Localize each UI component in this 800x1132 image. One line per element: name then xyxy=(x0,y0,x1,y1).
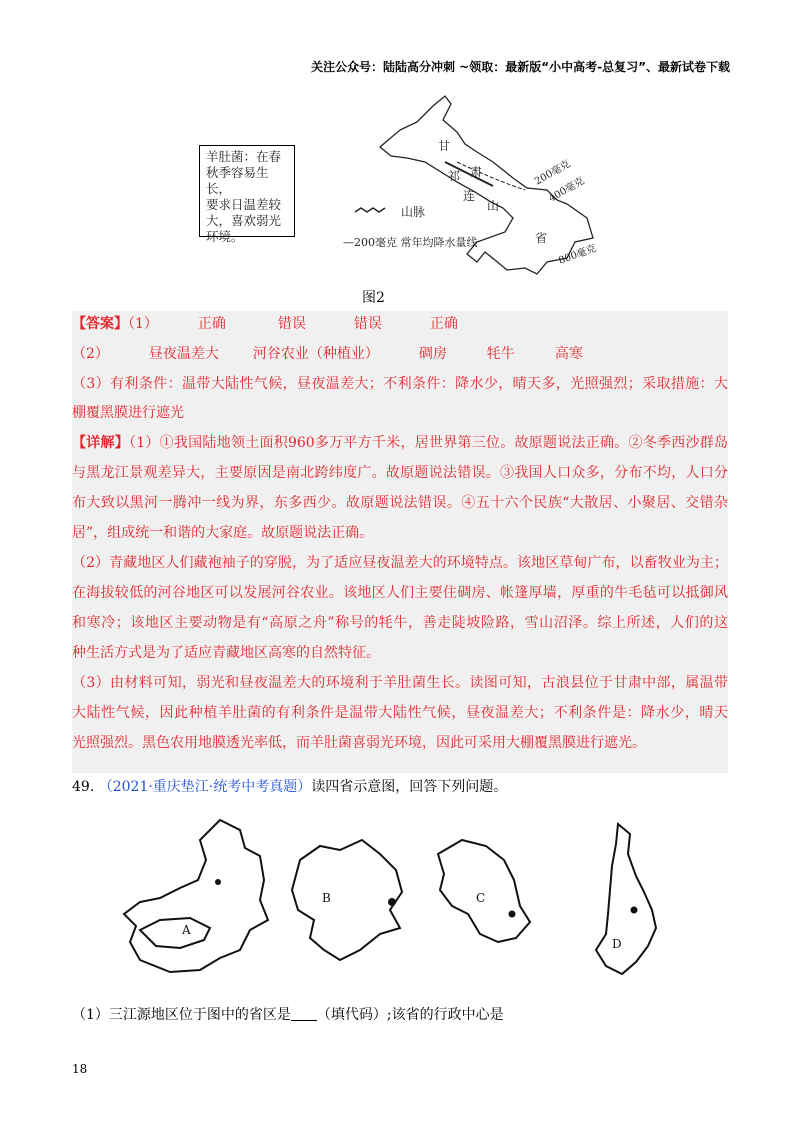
answer-1-num: （1） xyxy=(128,316,158,332)
map-label-iso200: 200毫克 xyxy=(533,158,573,188)
detail-p3-line: 大陆性气候，因此种植羊肚菌的有利条件是温带大陆性气候，昼夜温差大；不利条件是：降水少，晴天 xyxy=(72,705,728,721)
question-49-sub1 xyxy=(72,1004,504,1024)
textbox-line: 要求日温差较 xyxy=(206,197,282,212)
map-label-gan: 甘 xyxy=(438,139,451,153)
figure2-caption: 图2 xyxy=(362,290,385,306)
map-label-a: A xyxy=(182,923,191,937)
detail-p1-line: 居”，组成统一和谐的大家庭。故原题说法正确。 xyxy=(72,525,374,541)
detail-p2-line: 在海拔较低的河谷地区可以发展河谷农业。该地区人们主要住碉房、帐篷厚墙，厚重的牛毛毡可以抵御风 xyxy=(72,585,728,601)
province-map-b xyxy=(292,840,402,960)
detail-p1-line: （1）①我国陆地领土面积960多万平方千米，居世界第三位。故原题说法正确。②冬季西沙群岛 xyxy=(129,435,728,451)
detail-p3-line: （3）由材料可知，弱光和昼夜温差大的环境利于羊肚菌生长。读图可知，古浪县位于甘肃中部，属温带 xyxy=(72,675,728,691)
answer-2-item: 河谷农业（种植业） xyxy=(252,346,379,362)
detail-p2-line: （2）青藏地区人们藏袍袖子的穿脱，为了适应昼夜温差大的环境特点。该地区草甸广布，以畜牧业为主； xyxy=(72,555,728,571)
question-source: （2021·重庆垫江·统考中考真题） xyxy=(98,779,312,795)
question-text: 读四省示意图，回答下列问题。 xyxy=(311,779,508,795)
question-49 xyxy=(72,776,507,796)
map-label-b: B xyxy=(322,891,331,905)
textbox-line: 秋季容易生长， xyxy=(206,165,269,196)
map-label-shan: 山 xyxy=(487,199,500,213)
detail-tag: 【详解】 xyxy=(72,435,130,451)
province-map-d xyxy=(596,824,656,974)
detail-line-1 xyxy=(72,433,728,453)
textbox-line: 环境。 xyxy=(206,229,244,244)
answer-1-item: 错误 xyxy=(353,316,382,332)
map-label-d: D xyxy=(612,937,622,951)
answer-3-line: 棚覆黑膜进行遮光 xyxy=(72,405,184,421)
detail-p1-line: 与黑龙江景观差异大，主要原因是南北跨纬度广。故原题说法错误。③我国人口众多，分布不均，人口分 xyxy=(72,465,728,481)
map-label-lian: 连 xyxy=(463,189,476,203)
answer-blank[interactable] xyxy=(291,1006,317,1021)
answer-1-item: 错误 xyxy=(277,316,306,332)
sub1-post: （填代码）;该省的行政中心是 xyxy=(316,1007,504,1023)
textbox-line: 大，喜欢弱光 xyxy=(206,213,282,228)
legend-mountain-label: 山脉 xyxy=(401,205,426,219)
map-label-qi: 祁 xyxy=(448,169,461,183)
province-map-a xyxy=(124,820,268,972)
four-province-maps xyxy=(100,810,700,1010)
answer-line-1 xyxy=(72,314,728,334)
answer-2-num: （2） xyxy=(72,346,109,362)
answer-2-item: 昼夜温差大 xyxy=(148,346,219,362)
detail-p2-line: 和寒冷；该地区主要动物是有“高原之舟”称号的牦牛，善走陡坡险路，雪山沼泽。综上所述，人们的这 xyxy=(72,615,728,631)
question-number: 49. xyxy=(72,779,95,795)
page-header: 关注公众号：陆陆高分冲刺 ~领取：最新版“小中高考-总复习”、最新试卷下载 xyxy=(311,60,730,74)
textbox-line: 羊肚菌：在春 xyxy=(206,149,282,164)
map-label-su: 肃 xyxy=(470,165,483,179)
map-label-c: C xyxy=(476,891,486,905)
legend-isoline-label: —200毫克 常年均降水量线 xyxy=(343,236,478,249)
detail-p1-line: 布大致以黑河一腾冲一线为界，东多西少。故原题说法错误。④五十六个民族“大散居、小聚居、交错杂 xyxy=(72,495,728,511)
legend-mountain-symbol xyxy=(355,208,385,212)
answer-line-2 xyxy=(72,344,728,364)
figure2-textbox xyxy=(199,145,295,244)
answer-1-item: 正确 xyxy=(429,316,458,332)
sub1-pre: （1）三江源地区位于图中的省区是 xyxy=(72,1007,291,1023)
detail-p2-line: 种生活方式是为了适应青藏地区高寒的自然特征。 xyxy=(72,645,380,661)
map-label-iso800: 800毫克 xyxy=(557,243,598,267)
answer-2-item: 碉房 xyxy=(418,346,447,362)
answer-tag: 【答案】 xyxy=(72,316,128,332)
page-number: 18 xyxy=(72,1062,88,1076)
answer-3-line: （3）有利条件：温带大陆性气候，昼夜温差大；不利条件：降水少，晴天多，光照强烈；采取措施：大 xyxy=(72,376,728,392)
map-label-iso400: 400毫克 xyxy=(547,175,587,205)
answer-2-item: 牦牛 xyxy=(486,346,515,362)
detail-p3-line: 光照强烈。黑色农用地膜透光率低，而羊肚菌喜弱光环境，因此可采用大棚覆黑膜进行遮光。 xyxy=(72,735,646,751)
answer-2-item: 高寒 xyxy=(554,346,583,362)
answer-1-item: 正确 xyxy=(197,316,226,332)
map-label-sheng: 省 xyxy=(535,231,548,245)
province-map-c xyxy=(438,840,530,942)
